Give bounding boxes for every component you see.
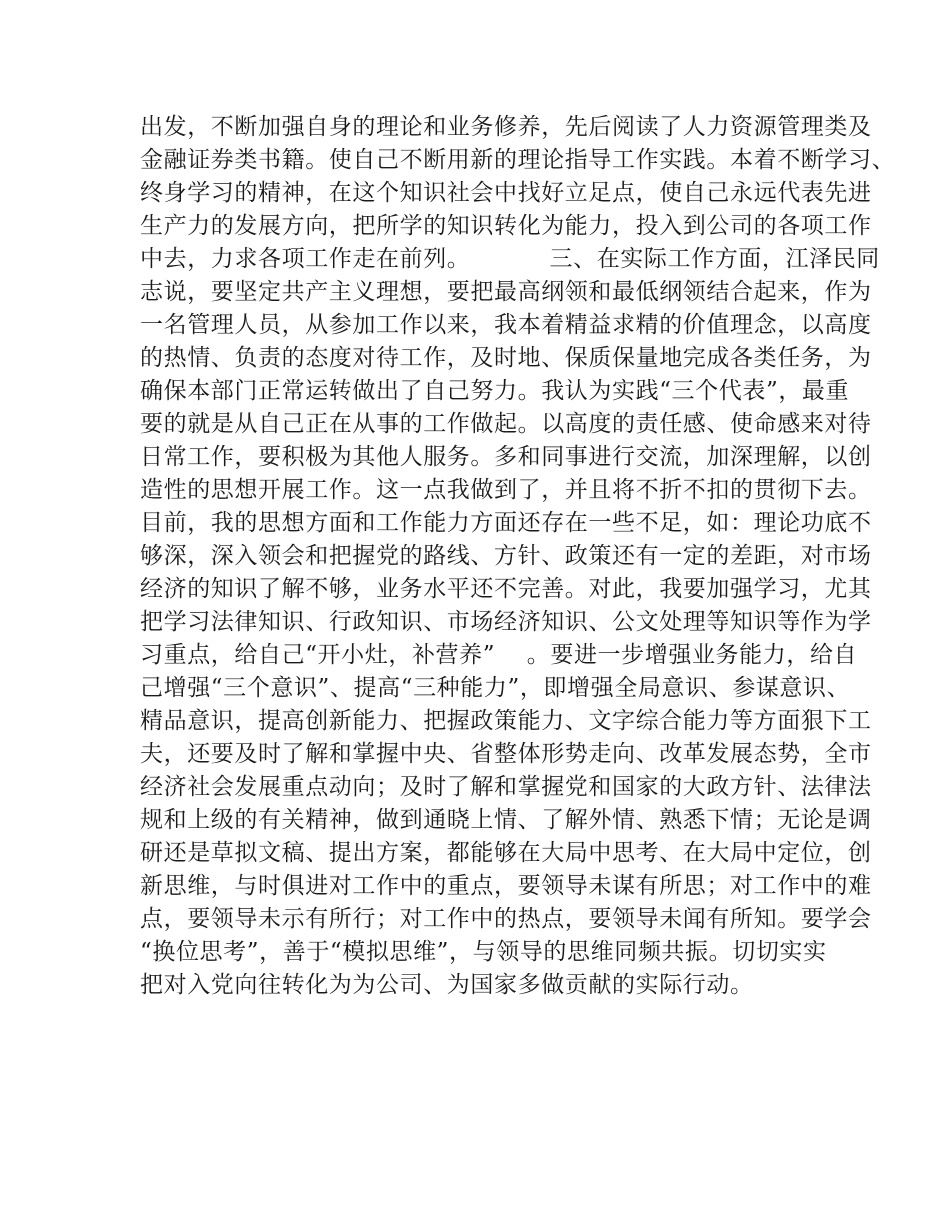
text-line: 一名管理人员，从参加工作以来，我本着精益求精的价值理念，以高度 bbox=[140, 312, 872, 338]
text-line: “换位思考”，善于“模拟思维”，与领导的思维同频共振。切切实实 bbox=[140, 939, 827, 965]
text-line: 造性的思想开展工作。这一点我做到了，并且将不折不扣的贯彻下去。 bbox=[140, 477, 872, 503]
text-line: 金融证券类书籍。使自己不断用新的理论指导工作实践。本着不断学习、 bbox=[140, 147, 896, 173]
text-line: 目前，我的思想方面和工作能力方面还存在一些不足，如：理论功底不 bbox=[140, 510, 872, 536]
text-line: 志说，要坚定共产主义理想，要把最高纲领和最低纲领结合起来，作为 bbox=[140, 279, 872, 305]
text-line: 经济的知识了解不够，业务水平还不完善。对此，我要加强学习，尤其 bbox=[140, 576, 872, 602]
text-line: 新思维，与时俱进对工作中的重点，要领导未谋有所思；对工作中的难 bbox=[140, 873, 872, 899]
text-line: 夫，还要及时了解和掌握中央、省整体形势走向、改革发展态势，全市 bbox=[140, 741, 872, 767]
text-line: 规和上级的有关精神，做到通晓上情、了解外情、熟悉下情；无论是调 bbox=[140, 807, 872, 833]
text-line: 习重点，给自己“开小灶，补营养” 。要进一步增强业务能力，给自 bbox=[140, 642, 858, 668]
text-line: 要的就是从自己正在从事的工作做起。以高度的责任感、使命感来对待 bbox=[140, 411, 872, 437]
text-line: 够深，深入领会和把握党的路线、方针、政策还有一定的差距，对市场 bbox=[140, 543, 872, 569]
text-line: 的热情、负责的态度对待工作，及时地、保质保量地完成各类任务，为 bbox=[140, 345, 872, 371]
text-line: 己增强“三个意识”、提高“三种能力”，即增强全局意识、参谋意识、 bbox=[140, 675, 851, 701]
text-line: 确保本部门正常运转做出了自己努力。我认为实践“三个代表”，最重 bbox=[140, 378, 850, 404]
text-line: 点，要领导未示有所行；对工作中的热点，要领导未闻有所知。要学会 bbox=[140, 906, 872, 932]
body-text bbox=[140, 111, 896, 1002]
text-line: 出发，不断加强自身的理论和业务修养，先后阅读了人力资源管理类及 bbox=[140, 114, 872, 140]
text-line: 把对入党向往转化为为公司、为国家多做贡献的实际行动。 bbox=[140, 972, 754, 998]
text-line: 研还是草拟文稿、提出方案，都能够在大局中思考、在大局中定位，创 bbox=[140, 840, 872, 866]
text-line: 终身学习的精神，在这个知识社会中找好立足点，使自己永远代表先进 bbox=[140, 180, 872, 206]
text-line: 日常工作，要积极为其他人服务。多和同事进行交流，加深理解，以创 bbox=[140, 444, 872, 470]
text-line: 经济社会发展重点动向；及时了解和掌握党和国家的大政方针、法律法 bbox=[140, 774, 872, 800]
text-line: 精品意识，提高创新能力、把握政策能力、文字综合能力等方面狠下工 bbox=[140, 708, 872, 734]
text-line: 生产力的发展方向，把所学的知识转化为能力，投入到公司的各项工作 bbox=[140, 213, 872, 239]
text-line: 中去，力求各项工作走在前列。 三、在实际工作方面，江泽民同 bbox=[140, 246, 880, 272]
text-line: 把学习法律知识、行政知识、市场经济知识、公文处理等知识等作为学 bbox=[140, 609, 872, 635]
